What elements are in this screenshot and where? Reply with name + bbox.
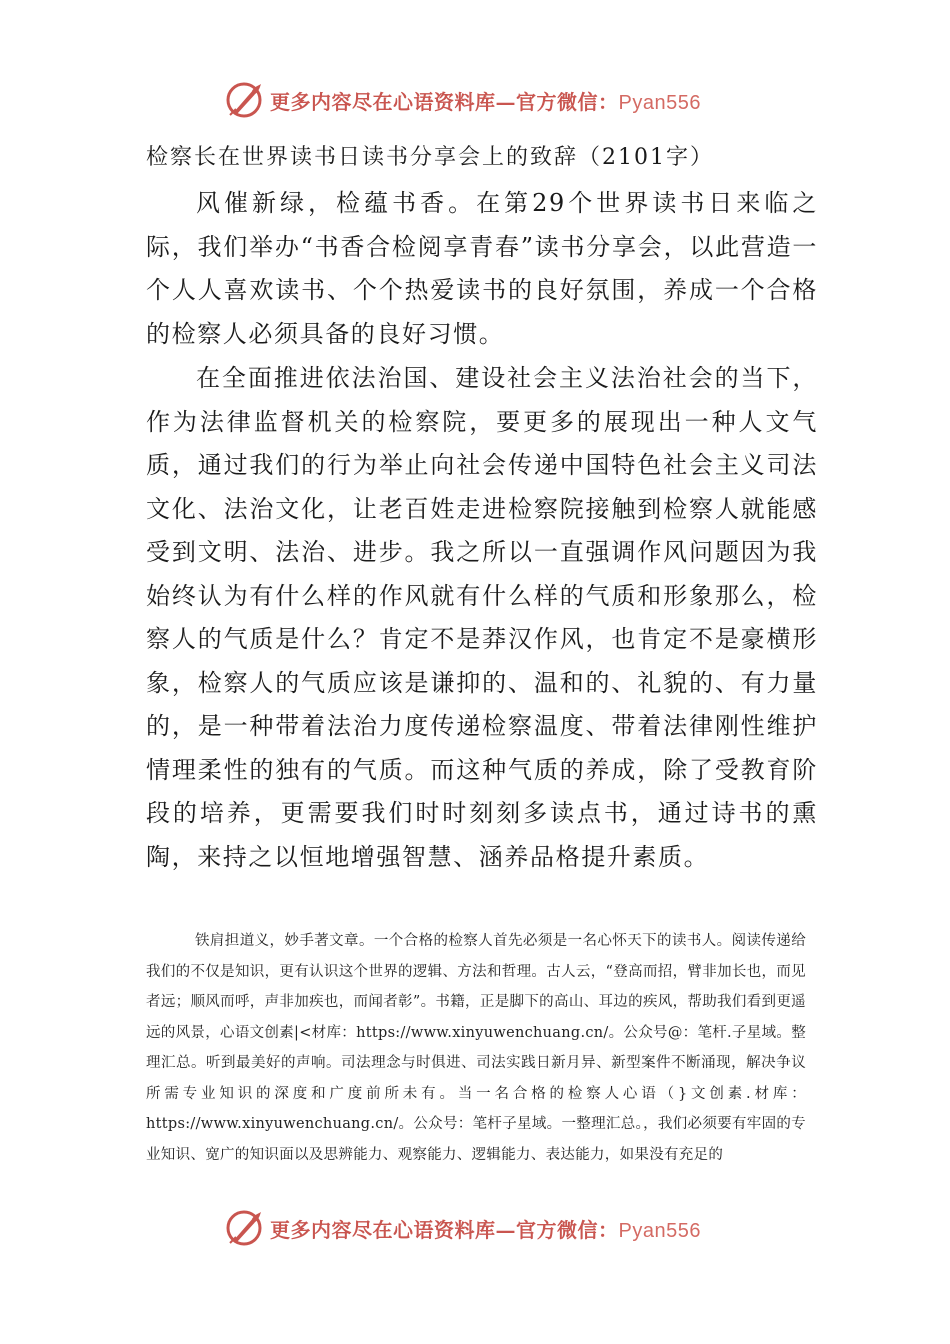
banner-label: 更多内容尽在心语资料库—官方微信： bbox=[270, 1217, 619, 1242]
banner-label: 更多内容尽在心语资料库—官方微信： bbox=[270, 89, 619, 114]
header-banner-text bbox=[270, 86, 701, 115]
document-title: 检察长在世界读书日读书分享会上的致辞（2101字） bbox=[146, 145, 714, 170]
footer-banner bbox=[224, 1206, 701, 1250]
paragraph-1: 风催新绿，检蕴书香。在第29个世界读书日来临之际，我们举办“书香合检阅享青春”读书分享会，以此营造一个人人喜欢读书、个个热爱读书的良好氛围，养成一个合格的检察人必须具备的良好习惯。 bbox=[146, 189, 818, 348]
banner-handle: Pyan556 bbox=[618, 91, 701, 114]
paragraph-2: 在全面推进依法治国、建设社会主义法治社会的当下，作为法律监督机关的检察院，要更多的展现出一种人文气质，通过我们的行为举止向社会传递中国特色社会主义司法文化、法治文化，让老百姓走进检察院接触到检察人就能感受到文明、法治、进步。我之所以一直强调作风问题因为我始终认为有什么样的作风就有什么样的气质和形象那么，检察人的气质是什么？肯定不是莽汉作风，也肯定不是豪横形象，检察人的气质应该是谦抑的、温和的、礼貌的、有力量的，是一种带着法治力度传递检察温度、带着法律刚性维护情理柔性的独有的气质。而这种气质的养成，除了受教育阶段的培养，更需要我们时时刻刻多读点书，通过诗书的熏陶，来持之以恒地增强智慧、涵养品格提升素质。 bbox=[146, 364, 818, 871]
banner-handle: Pyan556 bbox=[618, 1219, 701, 1242]
quill-pen-logo-icon bbox=[224, 1208, 264, 1248]
quill-pen-logo-icon bbox=[224, 80, 264, 120]
paragraph-3: 铁肩担道义，妙手著文章。一个合格的检察人首先必须是一名心怀天下的读书人。阅读传递给我们的不仅是知识，更有认识这个世界的逻辑、方法和哲理。古人云，“登高而招，臂非加长也，而见者远；顺风而呼，声非加疾也，而闻者彰”。书籍，正是脚下的高山、耳边的疾风，帮助我们看到更遥远的风景，心语文创素|<材库：https://www.xinyuwenchuang.cn/。公众号@：笔杆.子星域。整理汇总。听到最美好的声响。司法理念与时俱进、司法实践日新月异、新型案件不断涌现，解决争议所需专业知识的深度和广度前所未有。当一名合格的检察人心语（}文创素.材库：https://www.xinyuwenchuang.cn/。公众号：笔杆子星域。一整理汇总。，我们必须要有牢固的专业知识、宽广的知识面以及思辨能力、观察能力、逻辑能力、表达能力，如果没有充足的 bbox=[146, 933, 806, 1163]
header-banner bbox=[224, 78, 701, 122]
footer-banner-text bbox=[270, 1214, 701, 1243]
